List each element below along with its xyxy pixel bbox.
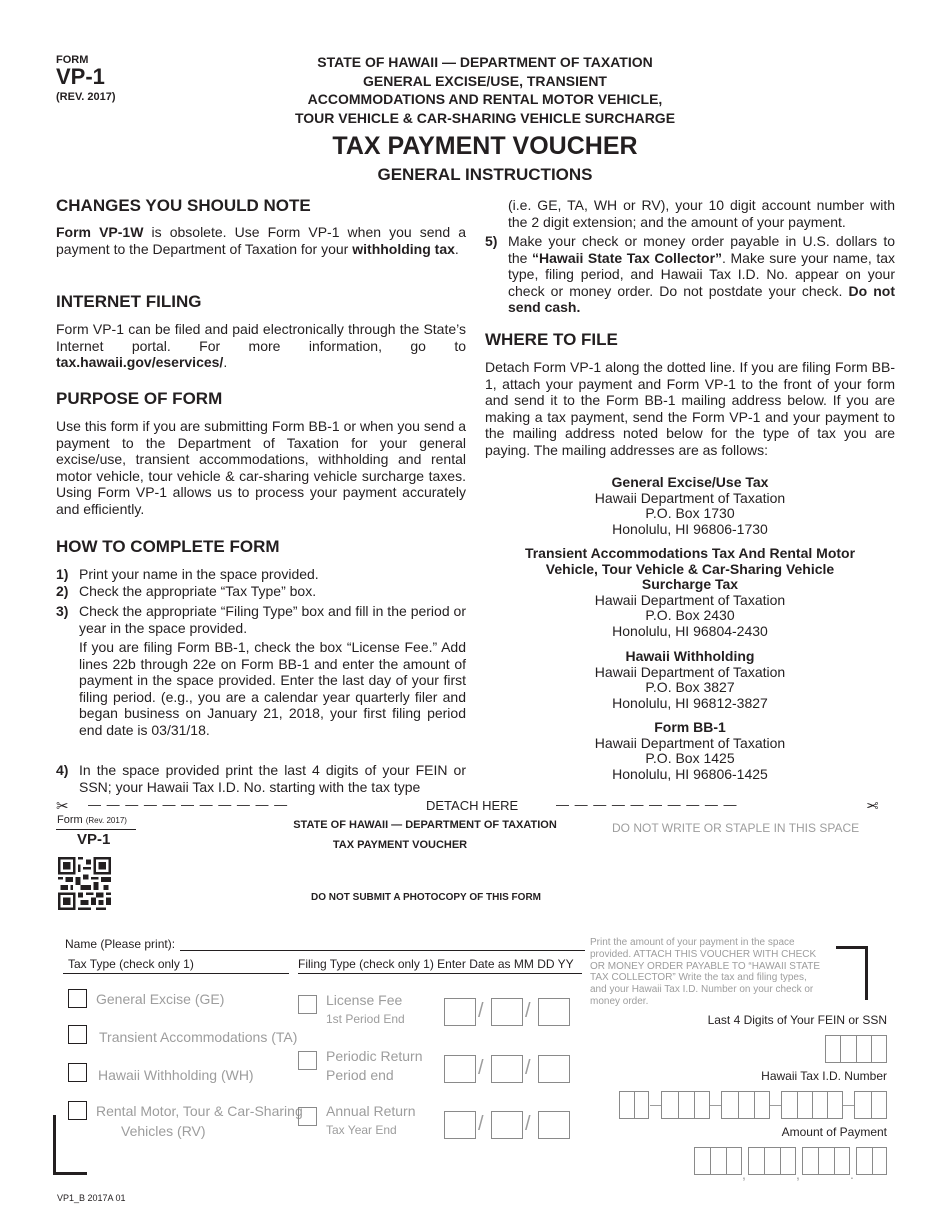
address-line: P.O. Box 1425 bbox=[645, 750, 735, 767]
page-title: TAX PAYMENT VOUCHER bbox=[332, 132, 638, 160]
voucher-form-word: Form bbox=[57, 814, 83, 826]
tax-type-rule bbox=[63, 973, 289, 974]
checkbox-ta[interactable] bbox=[68, 1025, 87, 1044]
tax-id-dash bbox=[770, 1105, 781, 1106]
tax-id-ext-box[interactable] bbox=[854, 1091, 887, 1119]
section-heading-how: HOW TO COMPLETE FORM bbox=[56, 537, 280, 556]
section-heading-where: WHERE TO FILE bbox=[485, 330, 618, 349]
address-block bbox=[485, 475, 895, 537]
agency-line: TOUR VEHICLE & CAR-SHARING VEHICLE SURCHARGE bbox=[294, 109, 676, 126]
filing-type-annual-return-sub: Tax Year End bbox=[326, 1123, 397, 1137]
date-separator: / bbox=[478, 1000, 484, 1022]
amount-decimal: . bbox=[850, 1166, 854, 1182]
step-1 bbox=[56, 566, 466, 583]
step-text: Print your name in the space provided. bbox=[79, 566, 319, 582]
step-number: 3) bbox=[56, 603, 69, 619]
tax-id-digits-box[interactable] bbox=[721, 1091, 770, 1119]
payment-instructions: Print the amount of your payment in the space provided. ATTACH THIS VOUCHER WITH CHECK OR MONEY ORDER PAYABLE TO “HAWAII STATE TAX COLLECTOR” Write the tax and filing types, and your Hawaii Tax I.D. Number on your check or money order. bbox=[590, 937, 821, 1007]
address-line: Honolulu, HI 96806-1730 bbox=[612, 520, 768, 537]
checkbox-annual-return[interactable] bbox=[298, 1107, 317, 1126]
date-day-box[interactable] bbox=[491, 998, 523, 1026]
step-text: If you are filing Form BB-1, check the box “License Fee.” Add lines 22b through 22e on Form BB-1 and enter the amount of payment in the space provided. Enter the last day of your first filing period. (e.g., you are a calendar year quarterly filer and began business on January 21, 2018, your first filing period end date is 03/31/18. bbox=[79, 639, 466, 738]
filing-type-rule bbox=[298, 973, 582, 974]
date-separator: / bbox=[525, 1000, 531, 1022]
tax-type-ge: General Excise (GE) bbox=[96, 991, 225, 1007]
address-block bbox=[485, 649, 895, 711]
amount-comma: , bbox=[796, 1166, 800, 1182]
voucher-form-number: VP-1 bbox=[77, 831, 111, 848]
changes-bold-2: withholding tax bbox=[352, 240, 455, 257]
address-title: General Excise/Use Tax bbox=[611, 474, 769, 490]
date-separator: / bbox=[478, 1113, 484, 1135]
form-revision: (REV. 2017) bbox=[56, 91, 116, 103]
form-label: FORM bbox=[56, 54, 89, 66]
date-month-box[interactable] bbox=[444, 1111, 476, 1139]
changes-text bbox=[56, 224, 466, 257]
address-line: P.O. Box 1730 bbox=[645, 505, 735, 522]
amount-digits-box[interactable] bbox=[802, 1147, 850, 1175]
address-line: Hawaii Department of Taxation bbox=[594, 591, 786, 608]
filing-type-license-fee: License Fee bbox=[326, 992, 403, 1008]
purpose-text: Use this form if you are submitting Form BB-1 or when you send a payment to the Department of Taxation for your general excise/use, transient accommodations, withholding and rental motor vehicle, tour vehicle & car-sharing vehicle surcharge taxes. Using Form VP-1 allows us to process your payment accurately and efficiently. bbox=[56, 418, 466, 517]
qr-code bbox=[58, 857, 111, 910]
step-text: Check the appropriate “Filing Type” box and fill in the period or year in the space provided. bbox=[79, 603, 466, 636]
checkbox-license-fee[interactable] bbox=[298, 995, 317, 1014]
detach-dashes-right: — — — — — — — — — — bbox=[556, 797, 738, 812]
tax-type-label: Tax Type (check only 1) bbox=[68, 957, 194, 971]
fein-input[interactable] bbox=[825, 1035, 887, 1063]
filing-type-periodic-return: Periodic Return bbox=[326, 1048, 423, 1064]
name-input-line[interactable] bbox=[180, 950, 585, 951]
step-3 bbox=[56, 603, 466, 637]
address-title: Hawaii Withholding bbox=[625, 648, 755, 664]
step-3-detail bbox=[56, 639, 466, 759]
date-month-box[interactable] bbox=[444, 1055, 476, 1083]
detach-label: DETACH HERE bbox=[426, 798, 519, 813]
page-subtitle: GENERAL INSTRUCTIONS bbox=[377, 165, 593, 184]
tax-type-wh: Hawaii Withholding (WH) bbox=[98, 1067, 254, 1083]
date-day-box[interactable] bbox=[491, 1111, 523, 1139]
changes-text-2: . bbox=[454, 240, 459, 257]
checkbox-ge[interactable] bbox=[68, 989, 87, 1008]
corner-mark bbox=[836, 946, 868, 1000]
tax-type-rv-line1: Rental Motor, Tour & Car-Sharing bbox=[96, 1103, 303, 1119]
amount-digits-box[interactable] bbox=[694, 1147, 742, 1175]
step-5-text-c: . Make sure your name, tax type, filing period, and Hawaii Tax I.D. No. appear on your check or money order. Do not postdate your check. bbox=[508, 249, 895, 299]
address-title: Transient Accommodations Tax And Rental Motor Vehicle, Tour Vehicle & Car-Sharing Vehicle Surcharge Tax bbox=[524, 545, 856, 593]
date-year-box[interactable] bbox=[538, 1111, 570, 1139]
tax-id-digits-box[interactable] bbox=[661, 1091, 710, 1119]
address-block bbox=[485, 720, 895, 782]
address-line: Honolulu, HI 96804-2430 bbox=[612, 622, 768, 639]
scissors-icon: ✂ bbox=[56, 798, 69, 815]
tax-id-dash bbox=[843, 1105, 854, 1106]
date-day-box[interactable] bbox=[491, 1055, 523, 1083]
internet-link: tax.hawaii.gov/eservices/ bbox=[56, 354, 224, 370]
filing-type-annual-return: Annual Return bbox=[326, 1103, 416, 1119]
form-number: VP-1 bbox=[56, 64, 105, 89]
voucher-form-rule bbox=[56, 829, 136, 830]
voucher-title: TAX PAYMENT VOUCHER bbox=[332, 839, 468, 851]
tax-id-digits-box[interactable] bbox=[781, 1091, 843, 1119]
step-text bbox=[508, 233, 895, 316]
filing-type-periodic-return-sub: Period end bbox=[326, 1067, 394, 1083]
address-title: Form BB-1 bbox=[654, 719, 726, 735]
agency-line: GENERAL EXCISE/USE, TRANSIENT bbox=[362, 72, 607, 89]
step-5-payee: “Hawaii State Tax Collector” bbox=[532, 249, 723, 266]
date-year-box[interactable] bbox=[538, 1055, 570, 1083]
address-line: P.O. Box 2430 bbox=[645, 607, 735, 624]
section-heading-changes: CHANGES YOU SHOULD NOTE bbox=[56, 196, 311, 215]
date-separator: / bbox=[525, 1113, 531, 1135]
address-line: Hawaii Department of Taxation bbox=[594, 489, 786, 506]
internet-text bbox=[56, 321, 466, 371]
step-text: Check the appropriate “Tax Type” box. bbox=[79, 583, 317, 599]
detach-dashes-left: — — — — — — — — — — — bbox=[88, 797, 289, 812]
section-heading-internet: INTERNET FILING bbox=[56, 292, 202, 311]
checkbox-periodic-return[interactable] bbox=[298, 1051, 317, 1070]
voucher-revision: (Rev. 2017) bbox=[85, 816, 127, 825]
address-line: Honolulu, HI 96806-1425 bbox=[612, 765, 768, 782]
voucher-agency: STATE OF HAWAII — DEPARTMENT OF TAXATION bbox=[293, 819, 557, 831]
amount-label: Amount of Payment bbox=[781, 1125, 887, 1139]
step-5 bbox=[485, 233, 895, 317]
changes-text-1: is obsolete. Use Form VP-1 when you send a payment to the Department of Taxation for your bbox=[56, 224, 467, 257]
amount-digits-box[interactable] bbox=[748, 1147, 796, 1175]
tax-type-rv-line2: Vehicles (RV) bbox=[121, 1123, 206, 1139]
step-number: 5) bbox=[485, 233, 498, 249]
name-label: Name (Please print): bbox=[65, 937, 176, 951]
step-number: 4) bbox=[56, 762, 69, 778]
tax-id-dash bbox=[710, 1105, 721, 1106]
address-line: P.O. Box 3827 bbox=[645, 679, 735, 696]
tax-id-label: Hawaii Tax I.D. Number bbox=[761, 1069, 887, 1083]
where-text: Detach Form VP-1 along the dotted line. If you are filing Form BB-1, attach your payment and Form VP-1 to the front of your form and send it to the Form BB-1 mailing address below. If you are making a tax payment, send the Form VP-1 and your payment to the mailing address noted below for the type of tax you are paying. The mailing addresses are as follows: bbox=[485, 359, 895, 458]
filing-type-label: Filing Type (check only 1) Enter Date as MM DD YY bbox=[298, 957, 574, 971]
step-number: 1) bbox=[56, 566, 69, 582]
internet-text-1: Form VP-1 can be filed and paid electronically through the State’s Internet portal. For more information, go to bbox=[56, 321, 466, 354]
tax-id-dash bbox=[650, 1105, 661, 1106]
agency-header bbox=[250, 53, 720, 127]
date-year-box[interactable] bbox=[538, 998, 570, 1026]
fein-label: Last 4 Digits of Your FEIN or SSN bbox=[707, 1013, 887, 1027]
amount-comma: , bbox=[742, 1166, 746, 1182]
changes-bold-1: Form VP-1W bbox=[56, 224, 144, 240]
date-separator: / bbox=[478, 1057, 484, 1079]
step-5-warning: Do not send cash. bbox=[508, 282, 895, 315]
step-4-continued bbox=[485, 197, 895, 231]
checkbox-rv[interactable] bbox=[68, 1101, 87, 1120]
footer-code: VP1_B 2017A 01 bbox=[57, 1193, 126, 1203]
step-5-text-a: Make your check or money order payable in U.S. dollars to the bbox=[508, 233, 895, 266]
tax-type-ta: Transient Accommodations (TA) bbox=[99, 1029, 298, 1045]
step-2 bbox=[56, 583, 466, 600]
no-write-notice: DO NOT WRITE OR STAPLE IN THIS SPACE bbox=[612, 821, 860, 835]
tax-id-type-box[interactable] bbox=[619, 1091, 649, 1119]
step-text: (i.e. GE, TA, WH or RV), your 10 digit account number with the 2 digit extension; and the amount of your payment. bbox=[508, 197, 895, 230]
voucher-form-label bbox=[57, 814, 127, 826]
internet-text-2: . bbox=[223, 354, 228, 370]
date-separator: / bbox=[525, 1057, 531, 1079]
address-block bbox=[485, 546, 895, 640]
agency-line: STATE OF HAWAII — DEPARTMENT OF TAXATION bbox=[317, 54, 653, 70]
filing-type-license-fee-sub: 1st Period End bbox=[326, 1012, 405, 1026]
step-number: 2) bbox=[56, 583, 69, 599]
no-photocopy-notice: DO NOT SUBMIT A PHOTOCOPY OF THIS FORM bbox=[310, 892, 541, 903]
address-line: Hawaii Department of Taxation bbox=[594, 734, 786, 751]
step-text: In the space provided print the last 4 digits of your FEIN or SSN; your Hawaii Tax I.D. No. starting with the tax type bbox=[79, 762, 466, 795]
form-id-block bbox=[56, 54, 116, 103]
corner-mark bbox=[53, 1115, 87, 1175]
address-line: Hawaii Department of Taxation bbox=[594, 663, 786, 680]
checkbox-wh[interactable] bbox=[68, 1063, 87, 1082]
step-4 bbox=[56, 762, 466, 796]
agency-line: ACCOMMODATIONS AND RENTAL MOTOR VEHICLE, bbox=[307, 91, 663, 107]
amount-cents-box[interactable] bbox=[856, 1147, 887, 1175]
scissors-icon: ✂ bbox=[866, 798, 879, 815]
section-heading-purpose: PURPOSE OF FORM bbox=[56, 389, 223, 408]
address-line: Honolulu, HI 96812-3827 bbox=[612, 694, 768, 711]
date-month-box[interactable] bbox=[444, 998, 476, 1026]
